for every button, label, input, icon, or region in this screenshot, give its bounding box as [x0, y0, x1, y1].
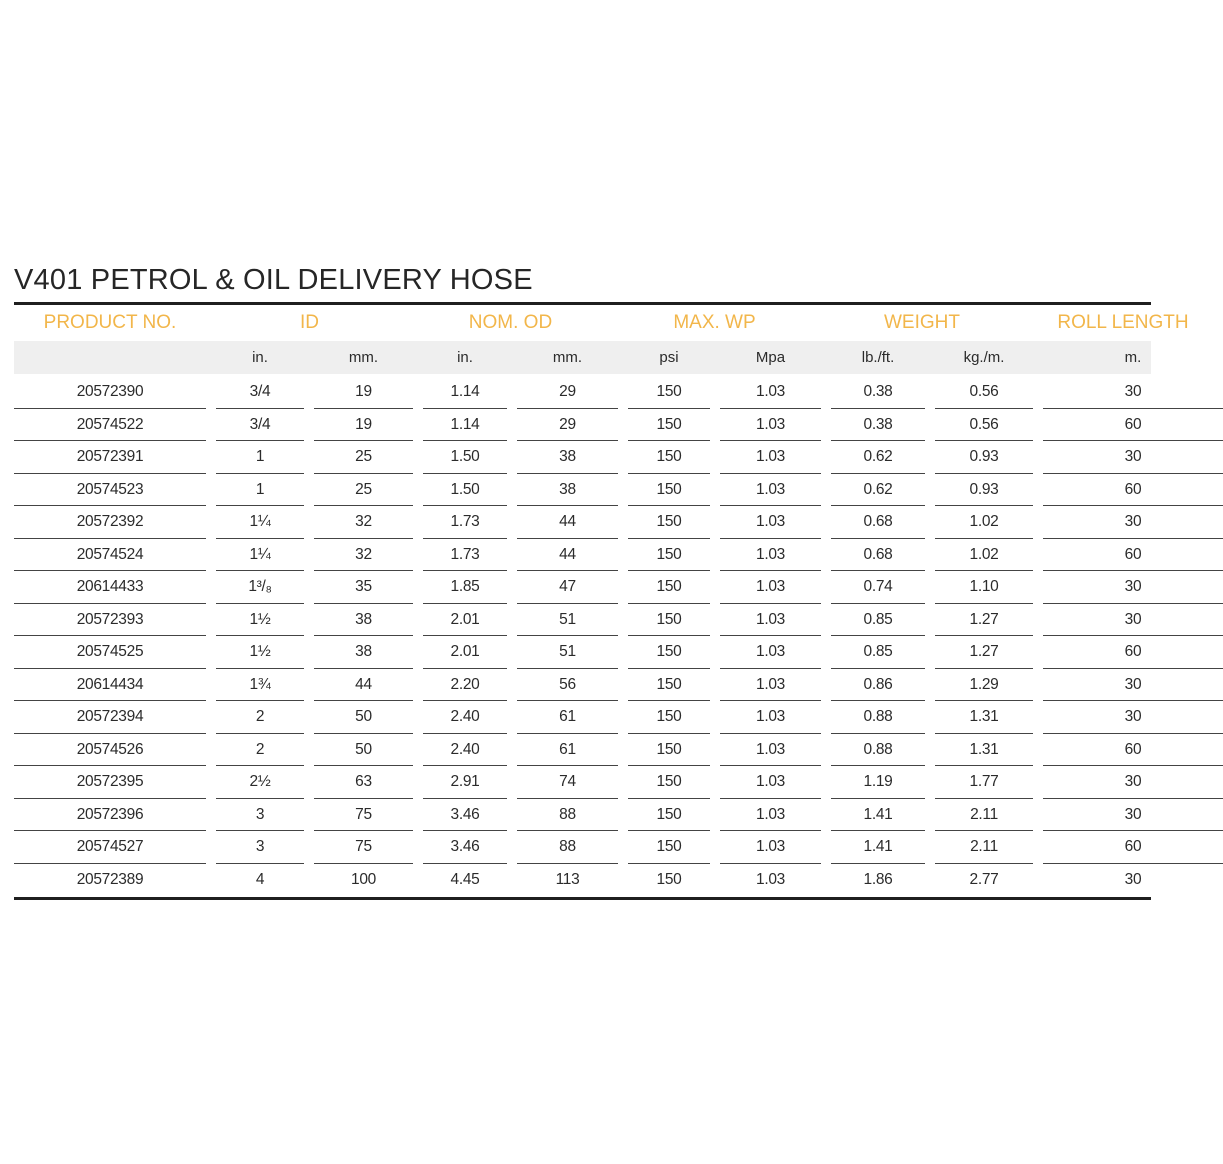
- cell-weight-lbft: 1.19: [831, 766, 925, 799]
- cell-od-mm: 51: [517, 636, 618, 669]
- cell-weight-kgm: 1.10: [935, 571, 1033, 604]
- cell-weight-lbft: 0.62: [831, 474, 925, 507]
- cell-wp-mpa: 1.03: [720, 441, 821, 474]
- cell-id-mm: 44: [314, 669, 413, 702]
- cell-od-in: 2.40: [423, 701, 507, 734]
- cell-roll-length: 30: [1043, 441, 1223, 474]
- table-body: [14, 376, 1151, 896]
- cell-od-in: 4.45: [450, 870, 480, 888]
- cell-id-mm: 100: [351, 870, 376, 888]
- cell-od-mm: 56: [517, 669, 618, 702]
- cell-wp-psi: 150: [628, 376, 710, 409]
- cell-weight-lbft: 0.68: [831, 506, 925, 539]
- cell-od-in: 2.20: [423, 669, 507, 702]
- cell-od-mm: 38: [517, 441, 618, 474]
- table-row: [14, 571, 1151, 604]
- cell-wp-mpa: 1.03: [720, 831, 821, 864]
- cell-wp-mpa: 1.03: [720, 409, 821, 442]
- cell-od-mm: 74: [517, 766, 618, 799]
- table-row: [14, 831, 1151, 864]
- cell-id-in: 3: [216, 799, 304, 832]
- cell-weight-lbft: 0.85: [831, 636, 925, 669]
- cell-id-mm: 32: [314, 539, 413, 572]
- cell-wp-psi: 150: [628, 409, 710, 442]
- cell-od-mm: 51: [517, 604, 618, 637]
- cell-weight-kgm: 0.93: [935, 474, 1033, 507]
- cell-product-no: 20572396: [14, 799, 206, 832]
- cell-id-mm: 35: [314, 571, 413, 604]
- cell-product-no: 20574526: [14, 734, 206, 767]
- cell-od-mm: 29: [517, 409, 618, 442]
- cell-wp-mpa: 1.03: [720, 799, 821, 832]
- unit-weight-kgm: kg./m.: [963, 349, 1005, 366]
- cell-wp-psi: 150: [628, 441, 710, 474]
- cell-wp-psi: 150: [628, 799, 710, 832]
- cell-weight-kgm: 1.02: [935, 539, 1033, 572]
- cell-id-in: 3/4: [216, 409, 304, 442]
- table-row: [14, 701, 1151, 734]
- table-row: [14, 409, 1151, 442]
- cell-id-in: 1¾: [216, 669, 304, 702]
- cell-roll-length: 30: [1043, 799, 1223, 832]
- cell-roll-length: 30: [1043, 669, 1223, 702]
- cell-od-in: 2.01: [423, 636, 507, 669]
- cell-od-mm: 113: [555, 870, 580, 888]
- cell-wp-psi: 150: [628, 506, 710, 539]
- cell-wp-mpa: 1.03: [720, 734, 821, 767]
- cell-id-in: 3: [216, 831, 304, 864]
- table-row: [14, 474, 1151, 507]
- cell-od-mm: 61: [517, 734, 618, 767]
- table-row: [14, 864, 1151, 897]
- units-header-row: [14, 341, 1151, 374]
- cell-product-no: 20614434: [14, 669, 206, 702]
- cell-roll-length: 30: [1043, 376, 1223, 409]
- cell-id-in: 1³/₈: [216, 571, 304, 604]
- cell-wp-psi: 150: [628, 766, 710, 799]
- group-header-max-wp: MAX. WP: [673, 312, 756, 333]
- cell-wp-mpa: 1.03: [720, 701, 821, 734]
- cell-id-mm: 25: [314, 441, 413, 474]
- cell-weight-kgm: 1.27: [935, 636, 1033, 669]
- cell-product-no: 20572394: [14, 701, 206, 734]
- table-row: [14, 376, 1151, 409]
- cell-id-mm: 63: [314, 766, 413, 799]
- cell-wp-mpa: 1.03: [720, 604, 821, 637]
- cell-wp-psi: 150: [628, 539, 710, 572]
- group-header-row: [14, 305, 1189, 341]
- table-row: [14, 539, 1151, 572]
- group-header-roll-length: ROLL LENGTH: [1057, 312, 1189, 333]
- unit-id-mm: mm.: [348, 349, 379, 366]
- unit-weight-lbft: lb./ft.: [861, 349, 895, 366]
- cell-weight-lbft: 0.88: [831, 734, 925, 767]
- cell-weight-lbft: 0.85: [831, 604, 925, 637]
- cell-od-in: 2.01: [423, 604, 507, 637]
- cell-weight-kgm: 1.77: [935, 766, 1033, 799]
- unit-od-in: in.: [457, 349, 473, 366]
- cell-weight-lbft: 0.62: [831, 441, 925, 474]
- spec-sheet: [14, 262, 1189, 900]
- cell-id-mm: 50: [314, 701, 413, 734]
- cell-od-in: 1.50: [423, 474, 507, 507]
- cell-weight-kgm: 1.29: [935, 669, 1033, 702]
- cell-product-no: 20572390: [14, 376, 206, 409]
- cell-wp-mpa: 1.03: [720, 376, 821, 409]
- cell-od-in: 1.14: [423, 376, 507, 409]
- cell-weight-kgm: 1.02: [935, 506, 1033, 539]
- cell-weight-kgm: 2.77: [969, 870, 999, 888]
- cell-id-in: 1½: [216, 604, 304, 637]
- table-row: [14, 734, 1151, 767]
- cell-wp-psi: 150: [628, 734, 710, 767]
- cell-roll-length: 30: [1043, 506, 1223, 539]
- cell-wp-mpa: 1.03: [720, 636, 821, 669]
- group-header-nom-od: NOM. OD: [468, 312, 553, 333]
- cell-od-in: 1.73: [423, 539, 507, 572]
- cell-weight-kgm: 0.93: [935, 441, 1033, 474]
- cell-roll-length: 60: [1043, 636, 1223, 669]
- cell-od-in: 1.73: [423, 506, 507, 539]
- cell-weight-kgm: 0.56: [935, 376, 1033, 409]
- cell-product-no: 20572389: [76, 870, 144, 888]
- table-row: [14, 506, 1151, 539]
- cell-weight-kgm: 2.11: [935, 831, 1033, 864]
- cell-roll-length: 60: [1043, 734, 1223, 767]
- unit-wp-psi: psi: [659, 349, 679, 366]
- cell-wp-mpa: 1.03: [720, 539, 821, 572]
- cell-product-no: 20574523: [14, 474, 206, 507]
- group-header-id: ID: [300, 312, 319, 333]
- cell-od-in: 2.40: [423, 734, 507, 767]
- cell-od-mm: 44: [517, 539, 618, 572]
- cell-weight-lbft: 0.38: [831, 409, 925, 442]
- cell-wp-psi: 150: [656, 870, 682, 888]
- cell-id-in: 1: [216, 441, 304, 474]
- cell-product-no: 20572391: [14, 441, 206, 474]
- cell-od-mm: 88: [517, 799, 618, 832]
- cell-wp-mpa: 1.03: [720, 571, 821, 604]
- cell-roll-length: 30: [1043, 604, 1223, 637]
- cell-roll-length: 60: [1043, 474, 1223, 507]
- cell-od-mm: 29: [517, 376, 618, 409]
- cell-wp-psi: 150: [628, 669, 710, 702]
- cell-id-in: 4: [255, 870, 265, 888]
- cell-id-mm: 25: [314, 474, 413, 507]
- cell-roll-length: 60: [1043, 409, 1223, 442]
- group-header-weight: WEIGHT: [884, 312, 960, 333]
- cell-od-in: 1.85: [423, 571, 507, 604]
- cell-id-mm: 19: [314, 409, 413, 442]
- cell-wp-mpa: 1.03: [720, 474, 821, 507]
- cell-weight-kgm: 1.31: [935, 701, 1033, 734]
- cell-weight-kgm: 1.31: [935, 734, 1033, 767]
- cell-wp-mpa: 1.03: [720, 766, 821, 799]
- cell-product-no: 20574525: [14, 636, 206, 669]
- cell-id-in: 1½: [216, 636, 304, 669]
- cell-roll-length: 60: [1043, 831, 1223, 864]
- cell-id-in: 2: [216, 734, 304, 767]
- cell-od-in: 1.14: [423, 409, 507, 442]
- table-row: [14, 799, 1151, 832]
- cell-product-no: 20572395: [14, 766, 206, 799]
- cell-id-mm: 75: [314, 799, 413, 832]
- unit-wp-mpa: Mpa: [755, 349, 786, 366]
- page-title: V401 PETROL & OIL DELIVERY HOSE: [14, 264, 533, 296]
- cell-wp-psi: 150: [628, 604, 710, 637]
- cell-product-no: 20574527: [14, 831, 206, 864]
- cell-id-mm: 75: [314, 831, 413, 864]
- cell-roll-length: 30: [1043, 701, 1223, 734]
- cell-wp-psi: 150: [628, 474, 710, 507]
- cell-id-mm: 38: [314, 636, 413, 669]
- cell-product-no: 20574524: [14, 539, 206, 572]
- cell-od-in: 3.46: [423, 831, 507, 864]
- cell-weight-lbft: 0.68: [831, 539, 925, 572]
- table-row: [14, 766, 1151, 799]
- cell-wp-psi: 150: [628, 831, 710, 864]
- table-row: [14, 669, 1151, 702]
- cell-id-in: 2: [216, 701, 304, 734]
- cell-id-in: 1: [216, 474, 304, 507]
- cell-id-in: 1¼: [216, 506, 304, 539]
- cell-weight-kgm: 2.11: [935, 799, 1033, 832]
- cell-product-no: 20572392: [14, 506, 206, 539]
- cell-id-mm: 19: [314, 376, 413, 409]
- cell-wp-psi: 150: [628, 701, 710, 734]
- cell-weight-lbft: 0.38: [831, 376, 925, 409]
- cell-wp-psi: 150: [628, 571, 710, 604]
- cell-weight-lbft: 1.86: [863, 870, 893, 888]
- cell-weight-kgm: 0.56: [935, 409, 1033, 442]
- cell-od-mm: 47: [517, 571, 618, 604]
- cell-weight-kgm: 1.27: [935, 604, 1033, 637]
- cell-product-no: 20614433: [14, 571, 206, 604]
- cell-weight-lbft: 1.41: [831, 799, 925, 832]
- cell-od-mm: 38: [517, 474, 618, 507]
- cell-roll-length: 30: [1124, 870, 1142, 888]
- cell-od-mm: 44: [517, 506, 618, 539]
- table-row: [14, 441, 1151, 474]
- unit-id-in: in.: [252, 349, 268, 366]
- bottom-rule: [14, 897, 1151, 900]
- table-row: [14, 636, 1151, 669]
- cell-weight-lbft: 0.74: [831, 571, 925, 604]
- unit-od-mm: mm.: [552, 349, 583, 366]
- cell-wp-mpa: 1.03: [756, 870, 785, 888]
- cell-weight-lbft: 0.88: [831, 701, 925, 734]
- cell-wp-mpa: 1.03: [720, 669, 821, 702]
- group-header-product-no: PRODUCT NO.: [43, 312, 177, 333]
- cell-od-mm: 88: [517, 831, 618, 864]
- cell-od-mm: 61: [517, 701, 618, 734]
- cell-wp-mpa: 1.03: [720, 506, 821, 539]
- cell-roll-length: 60: [1043, 539, 1223, 572]
- cell-id-mm: 50: [314, 734, 413, 767]
- cell-id-in: 3/4: [216, 376, 304, 409]
- cell-od-in: 3.46: [423, 799, 507, 832]
- cell-od-in: 2.91: [423, 766, 507, 799]
- cell-id-mm: 38: [314, 604, 413, 637]
- cell-product-no: 20572393: [14, 604, 206, 637]
- cell-id-mm: 32: [314, 506, 413, 539]
- cell-roll-length: 30: [1043, 571, 1223, 604]
- table-row: [14, 604, 1151, 637]
- cell-wp-psi: 150: [628, 636, 710, 669]
- cell-weight-lbft: 1.41: [831, 831, 925, 864]
- cell-weight-lbft: 0.86: [831, 669, 925, 702]
- cell-od-in: 1.50: [423, 441, 507, 474]
- cell-roll-length: 30: [1043, 766, 1223, 799]
- cell-product-no: 20574522: [14, 409, 206, 442]
- cell-id-in: 1¼: [216, 539, 304, 572]
- unit-roll-m: m.: [1124, 349, 1142, 366]
- cell-id-in: 2½: [216, 766, 304, 799]
